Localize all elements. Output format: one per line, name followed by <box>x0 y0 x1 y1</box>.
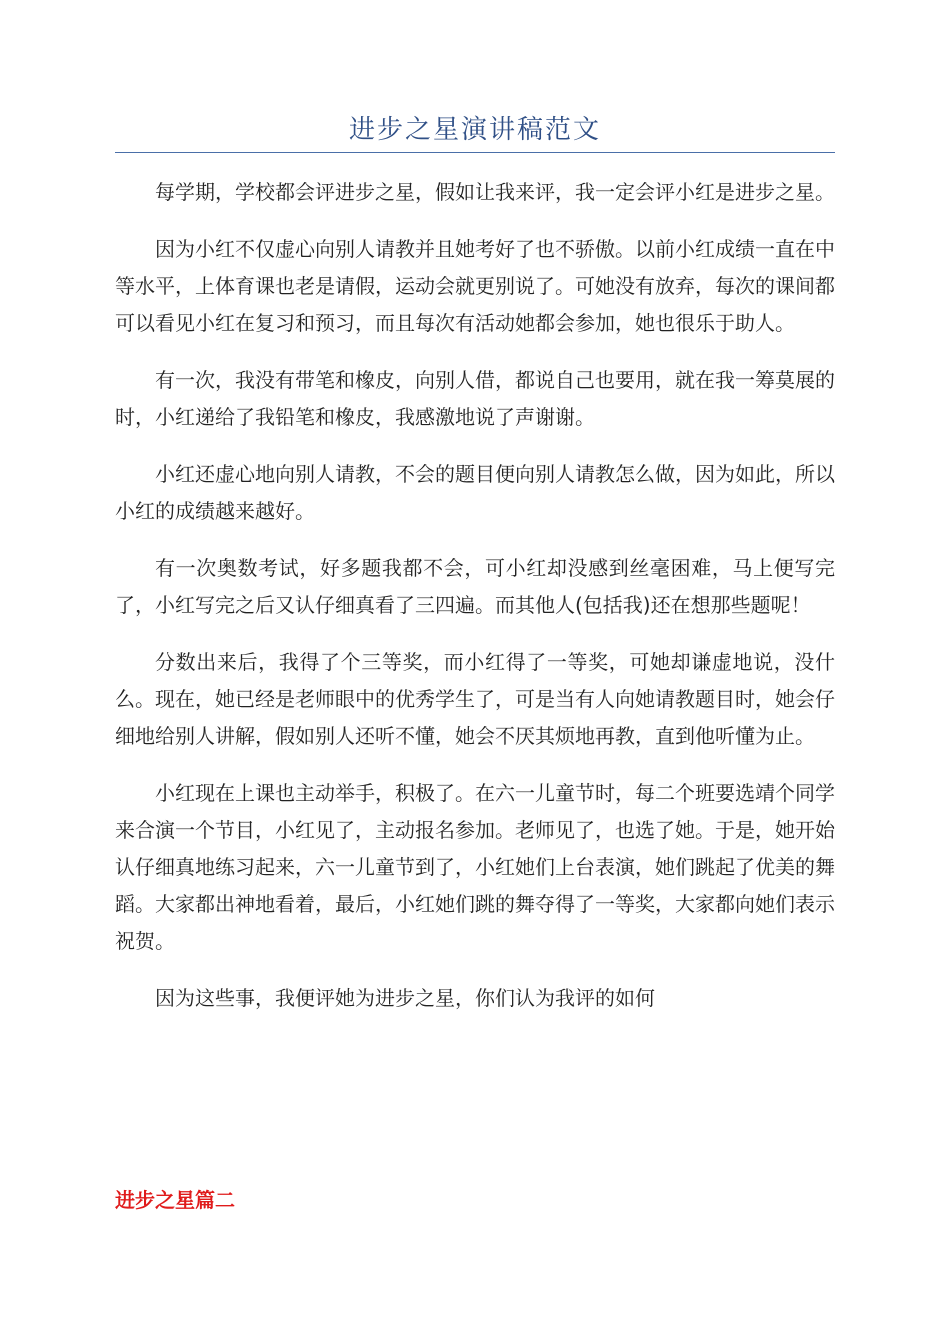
title-underline <box>115 152 835 153</box>
document-body <box>115 174 835 1037</box>
paragraph: 有一次，我没有带笔和橡皮，向别人借，都说自己也要用，就在我一筹莫展的时，小红递给了我铅笔和橡皮，我感激地说了声谢谢。 <box>115 368 835 429</box>
paragraph: 分数出来后，我得了个三等奖，而小红得了一等奖，可她却谦虚地说，没什么。现在，她已经是老师眼中的优秀学生了，可是当有人向她请教题目时，她会仔细地给别人讲解，假如别人还听不懂，她会不厌其烦地再教，直到他听懂为止。 <box>115 650 835 748</box>
paragraph: 因为这些事，我便评她为进步之星，你们认为我评的如何 <box>155 986 655 1010</box>
section-heading: 进步之星篇二 <box>115 1188 235 1212</box>
document-title: 进步之星演讲稿范文 <box>348 115 601 145</box>
paragraph: 小红现在上课也主动举手，积极了。在六一儿童节时，每二个班要选靖个同学来合演一个节目，小红见了，主动报名参加。老师见了，也选了她。于是，她开始认仔细真地练习起来，六一儿童节到了，小红她们上台表演，她们跳起了优美的舞蹈。大家都出神地看着，最后，小红她们跳的舞夺得了一等奖，大家都向她们表示祝贺。 <box>115 781 835 953</box>
paragraph: 有一次奥数考试，好多题我都不会，可小红却没感到丝毫困难，马上便写完了，小红写完之后又认仔细真看了三四遍。而其他人(包括我)还在想那些题呢！ <box>115 556 835 617</box>
paragraph: 每学期，学校都会评进步之星，假如让我来评，我一定会评小红是进步之星。 <box>155 180 835 204</box>
paragraph: 小红还虚心地向别人请教，不会的题目便向别人请教怎么做，因为如此，所以小红的成绩越来越好。 <box>115 462 835 523</box>
paragraph: 因为小红不仅虚心向别人请教并且她考好了也不骄傲。以前小红成绩一直在中等水平，上体育课也老是请假，运动会就更别说了。可她没有放弃，每次的课间都可以看见小红在复习和预习，而且每次有活动她都会参加，她也很乐于助人。 <box>115 237 835 335</box>
